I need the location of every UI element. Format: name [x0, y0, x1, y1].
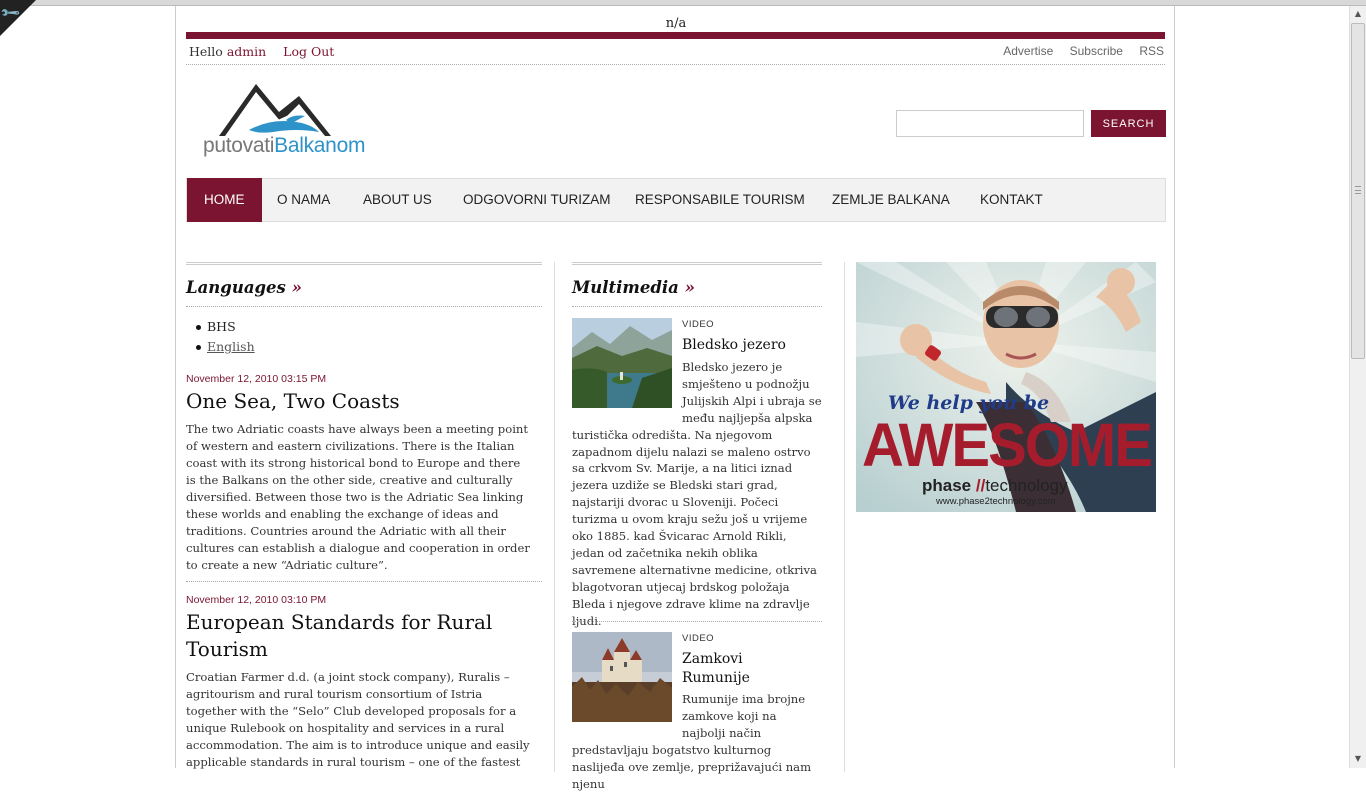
languages-marker: » [291, 278, 302, 297]
username-link[interactable]: admin [226, 44, 267, 59]
ad-url: www.phase2technology.com [936, 496, 1056, 507]
nav-kontakt[interactable]: KONTAKT [980, 192, 1043, 207]
page-container [175, 6, 1175, 791]
language-list [196, 319, 255, 359]
post-title-link[interactable]: European Standards for Rural Tourism [186, 610, 493, 661]
header-divider [186, 64, 1165, 65]
media-type-label: VIDEO [682, 319, 715, 330]
site-logo[interactable] [201, 78, 376, 168]
media-title-link[interactable]: Zamkovi Rumunije [682, 651, 750, 686]
multimedia-heading [572, 278, 695, 297]
logout-link[interactable]: Log Out [283, 44, 335, 59]
column-separator [554, 262, 555, 772]
media-excerpt-text: Bledsko jezero je smješteno u podnožju Julijskih Alpi i ubraja se među najljepša alpska turistička odredišta. Na njegovom zapadnom dijelu nalazi se maleno ostrvo sa crkvom Sv. Marije, a na litici iznad jezera uzdiže se Bledski stari grad, najstariji dvorac u Sloveniji. Počeci turizma u ovom kraju sežu još u vrijeme oko 1885. kad Švicarac Arnold Rikli, jedan od začetnika nekih oblika savremene alternativne medicine, otkriva blagotvoran utjecaj brdskog položaja Bleda i njegove zdrave klime na zdravlje ljudi. [572, 360, 822, 628]
language-item-english[interactable] [196, 339, 255, 359]
multimedia-title: Multimedia [572, 278, 679, 297]
chevron-up-icon[interactable]: ▲ [1354, 9, 1362, 18]
hello-text: Hello [189, 44, 223, 59]
top-links [990, 44, 1164, 58]
column-separator [844, 262, 845, 772]
vertical-scrollbar[interactable] [1349, 6, 1366, 768]
nav-o-nama[interactable]: O NAMA [277, 192, 331, 207]
media-excerpt [572, 691, 822, 792]
multimedia-divider [572, 306, 822, 307]
media-divider [572, 621, 822, 622]
nav-zemlje-balkana[interactable]: ZEMLJE BALKANA [832, 192, 950, 207]
post-divider [186, 581, 542, 582]
ad-banner[interactable] [856, 262, 1156, 512]
nav-about-us[interactable]: ABOUT US [363, 192, 432, 207]
languages-title: Languages [186, 278, 286, 297]
ad-brand-part-a: phase [922, 476, 972, 495]
language-item-bhs[interactable] [196, 319, 255, 339]
ad-headline: AWESOME [862, 411, 1151, 480]
logo-text-part2: Balkanom [274, 134, 366, 157]
nav-responsabile-tourism[interactable]: RESPONSABILE TOURISM [635, 192, 805, 207]
media-title-link[interactable]: Bledsko jezero [682, 337, 786, 353]
post-date: November 12, 2010 03:15 PM [186, 373, 327, 385]
ad-brand-separator: // [975, 476, 986, 495]
languages-heading [186, 278, 302, 297]
ad-brand-part-b: technology [985, 476, 1068, 495]
search-input[interactable] [896, 110, 1084, 137]
rss-link[interactable]: RSS [1139, 44, 1164, 58]
left-column-rule [186, 262, 542, 265]
post-excerpt: The two Adriatic coasts have always been a meeting point of western and eastern civilizations. There is the Italian coast with its strong historical bond to Europe and there is the Balkans on the other side, creative and culturally diversified. Between those two is the Adriatic Sea linking these worlds and enabling the exchange of ideas and traditions. Countries around the Adriatic with all their cultures can establish a dialogue and cooperation in order to create a new “Adriatic culture”. [186, 422, 530, 572]
media-excerpt [572, 359, 822, 630]
scrollbar-thumb[interactable] [1351, 23, 1365, 359]
languages-divider [186, 306, 542, 307]
header-accent-bar [186, 32, 1165, 39]
main-nav [186, 178, 1166, 222]
multimedia-marker: » [684, 278, 695, 297]
ad-tagline: We help you be [888, 392, 1050, 414]
logo-wordmark [203, 134, 365, 158]
advertise-link[interactable]: Advertise [1003, 44, 1054, 58]
middle-column-rule [572, 262, 822, 265]
user-bar [189, 44, 334, 59]
post-excerpt: Croatian Farmer d.d. (a joint stock company), Ruralis – agritourism and rural tourism consortium of Istria together with the “Selo” Club developed proposals for a unique Rulebook on hospitality and services in a rural accommodation. The aim is to introduce unique and easily applicable standards in rural tourism – one of the fastest [186, 670, 530, 769]
ad-brand [922, 476, 1068, 496]
media-type-label: VIDEO [682, 633, 715, 644]
nav-odgovorni-turizam[interactable]: ODGOVORNI TURIZAM [463, 192, 611, 207]
scrollbar-grip-icon [1355, 186, 1361, 194]
site-title: n/a [665, 16, 687, 31]
wrench-icon[interactable]: 🔧 [0, 2, 23, 25]
language-label[interactable]: BHS [207, 319, 236, 334]
media-excerpt-text: Rumunije ima brojne zamkove koji na najbolji način predstavljaju bogatstvo kulturnog naslijeđa ove zemlje, preprižavajući nam njenu [572, 692, 812, 791]
search-button[interactable]: SEARCH [1091, 110, 1166, 137]
language-link[interactable]: English [207, 339, 255, 354]
post-date: November 12, 2010 03:10 PM [186, 594, 327, 606]
chevron-down-icon[interactable]: ▼ [1354, 754, 1362, 763]
mountains-logo-graphic [201, 78, 376, 140]
logo-text-part1: putovati [203, 134, 275, 157]
post-title-link[interactable]: One Sea, Two Coasts [186, 389, 400, 413]
subscribe-link[interactable]: Subscribe [1069, 44, 1123, 58]
nav-home[interactable]: HOME [187, 178, 262, 222]
